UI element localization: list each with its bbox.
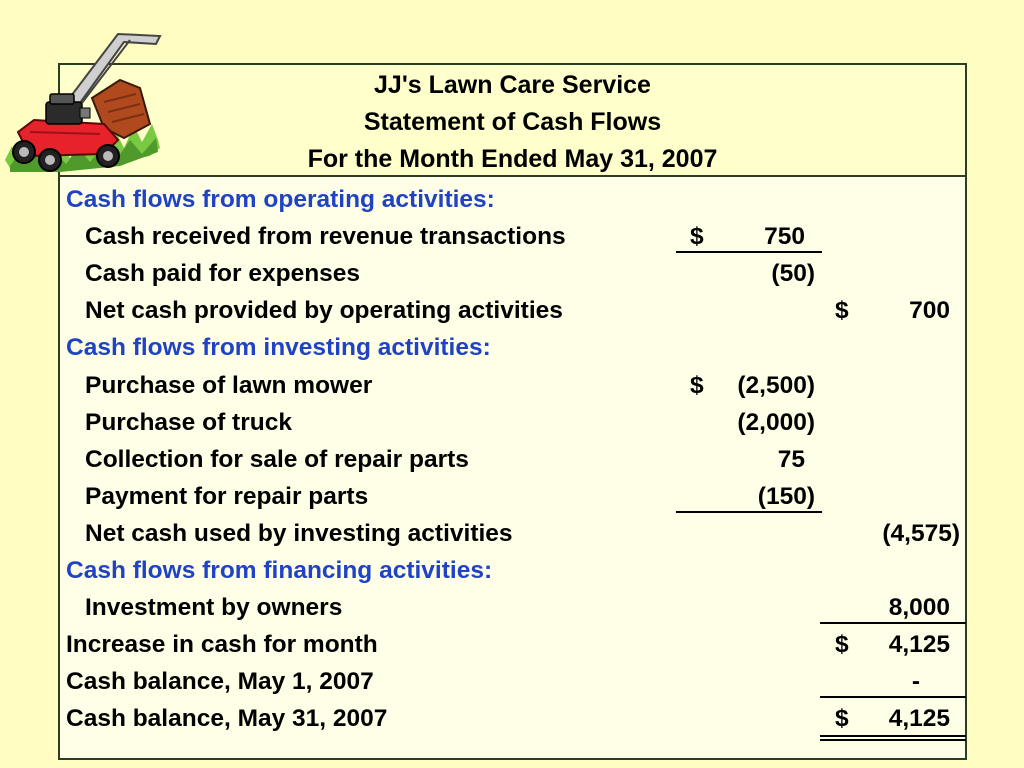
line-item-label: Purchase of truck bbox=[85, 408, 292, 436]
line-item-row bbox=[0, 367, 1024, 404]
dollar-sign: $ bbox=[835, 297, 849, 325]
line-item-label: Net cash provided by operating activities bbox=[85, 297, 563, 325]
line-item-row bbox=[0, 626, 1024, 663]
underline-rule bbox=[676, 511, 822, 513]
line-item-row bbox=[0, 515, 1024, 552]
line-item-label: Cash paid for expenses bbox=[85, 260, 361, 288]
line-item-row bbox=[0, 700, 1024, 737]
line-item-label: Increase in cash for month bbox=[66, 631, 378, 659]
dollar-sign: $ bbox=[835, 705, 849, 733]
total-amount: - bbox=[911, 668, 920, 696]
line-item-row bbox=[0, 292, 1024, 329]
line-item-row bbox=[0, 663, 1024, 700]
line-item-row bbox=[0, 404, 1024, 441]
detail-amount: 75 bbox=[777, 445, 805, 473]
line-item-row bbox=[0, 441, 1024, 478]
statement-title: Statement of Cash Flows bbox=[363, 108, 662, 136]
company-name: JJ's Lawn Care Service bbox=[374, 71, 651, 99]
section-heading: Cash flows from operating activities: bbox=[66, 186, 495, 213]
dollar-sign: $ bbox=[835, 631, 849, 659]
section-heading-row bbox=[0, 329, 1024, 366]
total-amount: 4,125 bbox=[888, 631, 950, 659]
line-item-label: Cash balance, May 1, 2007 bbox=[66, 668, 374, 696]
line-item-label: Investment by owners bbox=[85, 594, 343, 622]
dollar-sign: $ bbox=[690, 371, 704, 399]
detail-amount: (50) bbox=[771, 260, 815, 288]
line-item-label: Cash balance, May 31, 2007 bbox=[66, 705, 388, 733]
statement-header bbox=[60, 65, 965, 177]
section-heading: Cash flows from investing activities: bbox=[66, 334, 491, 362]
line-item-label: Payment for repair parts bbox=[85, 482, 369, 510]
line-item-label: Cash received from revenue transactions bbox=[85, 223, 566, 251]
underline-rule bbox=[820, 696, 966, 698]
underline-rule bbox=[820, 735, 966, 737]
line-item-label: Net cash used by investing activities bbox=[85, 519, 513, 547]
line-item-row bbox=[0, 218, 1024, 255]
total-amount: 700 bbox=[909, 297, 950, 325]
total-amount: (4,575) bbox=[882, 519, 960, 547]
section-heading-row bbox=[0, 181, 1024, 218]
detail-amount: (2,000) bbox=[737, 408, 815, 436]
total-amount: 4,125 bbox=[888, 705, 950, 733]
underline-rule bbox=[676, 251, 822, 253]
lawn-mower-icon bbox=[0, 28, 165, 178]
detail-amount: 750 bbox=[764, 223, 805, 251]
line-item-row bbox=[0, 255, 1024, 292]
detail-amount: (2,500) bbox=[737, 371, 815, 399]
line-item-row bbox=[0, 589, 1024, 626]
line-item-label: Collection for sale of repair parts bbox=[85, 445, 469, 473]
total-amount: 8,000 bbox=[888, 594, 950, 622]
line-item-row bbox=[0, 478, 1024, 515]
detail-amount: (150) bbox=[757, 482, 815, 510]
section-heading: Cash flows from financing activities: bbox=[66, 557, 493, 584]
dollar-sign: $ bbox=[690, 223, 704, 251]
statement-period: For the Month Ended May 31, 2007 bbox=[307, 145, 718, 173]
section-heading-row bbox=[0, 552, 1024, 589]
underline-rule bbox=[820, 622, 966, 624]
line-item-label: Purchase of lawn mower bbox=[85, 371, 373, 399]
underline-rule bbox=[820, 739, 966, 741]
